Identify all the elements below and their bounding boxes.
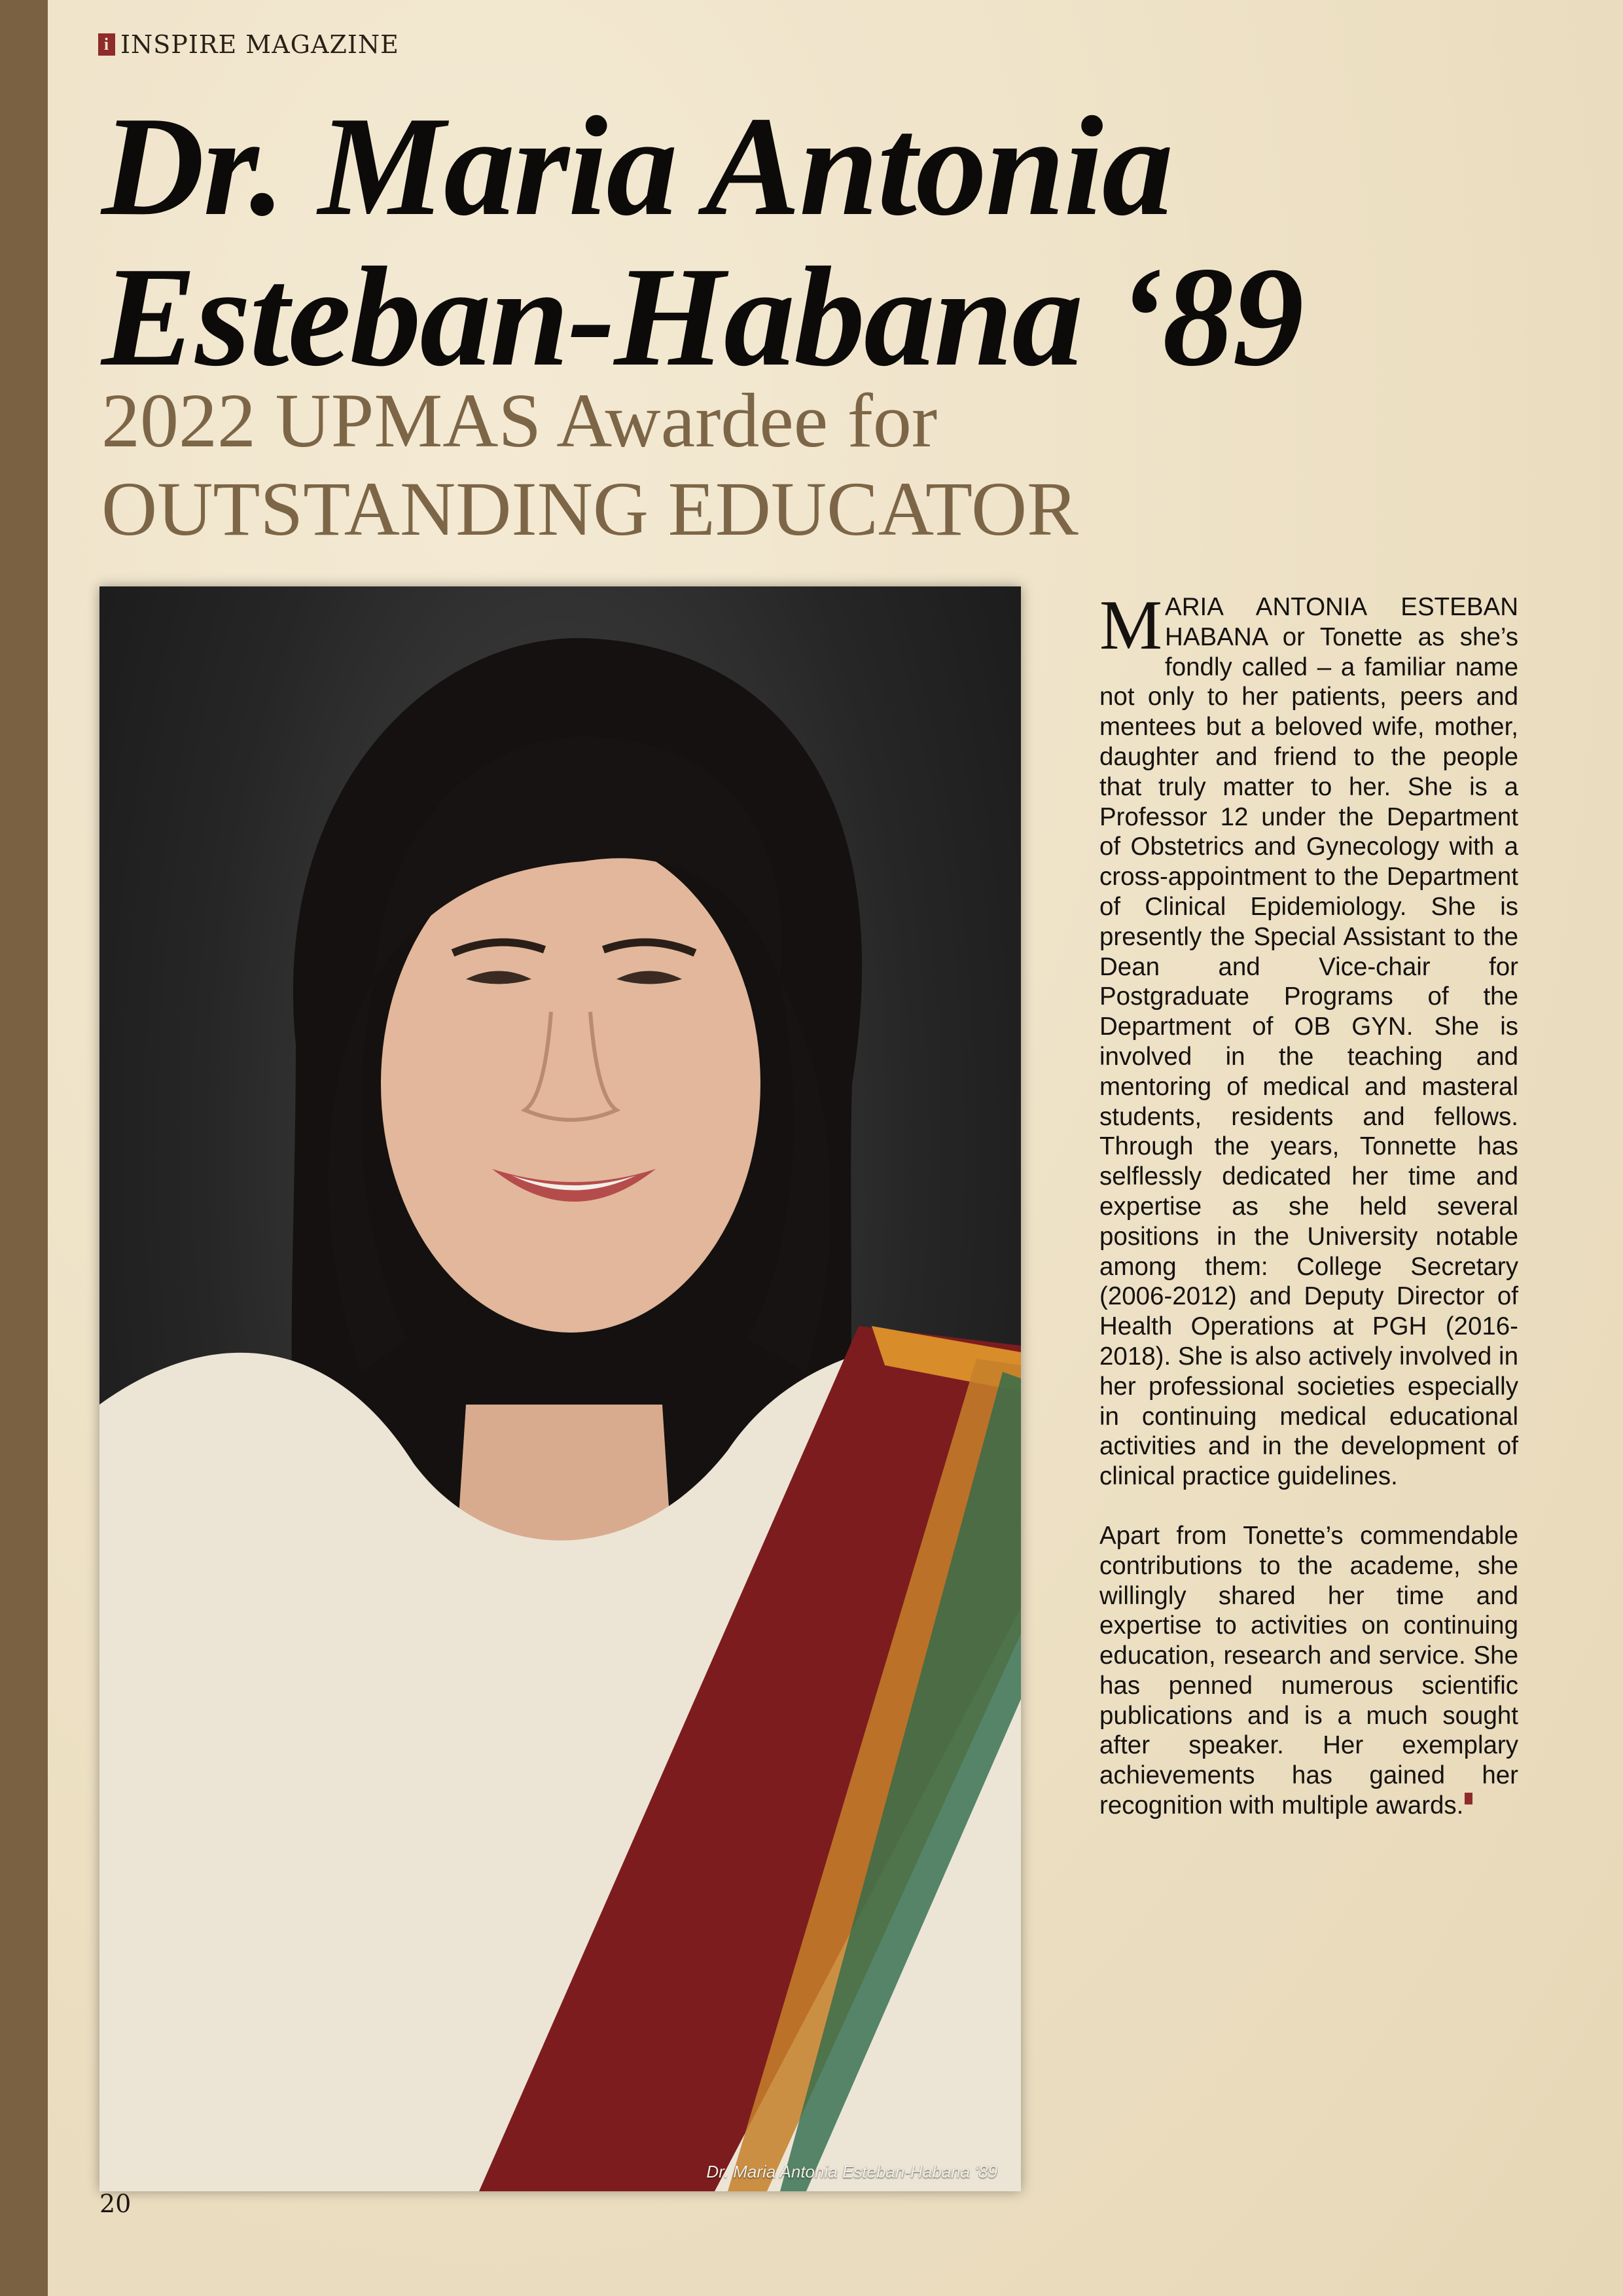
portrait-photo	[99, 586, 1021, 2191]
paragraph-1-text: or Tonette as she’s fondly called – a familiar name not only to her patients, peers and mentees but a beloved wife, mother, daughter and friend to the people that truly matter to her. She is a Professor 12 under the Department of Obstetrics and Gynecology with a cross-appointment to the Department of Clinical Epidemiology. She is presently the Special Assistant to the Dean and Vice-chair for Postgraduate Programs of the Department of OB GYN. She is involved in the teaching and mentoring of medical and masteral students, residents and fellows. Through the years, Tonnette has selflessly dedicated her time and expertise as she held several positions in the University notable among them: College Secretary (2006-2012) and Deputy Director of Health Operations at PGH (2016-2018). She is also actively involved in her professional societies especially in continuing medical educational activities and in the development of clinical practice guidelines.	[1099, 622, 1518, 1491]
subtitle-line-1: 2022 UPMAS Awardee for	[101, 378, 938, 463]
portrait-illustration	[99, 586, 1021, 2191]
magazine-name: INSPIRE MAGAZINE	[120, 30, 399, 59]
photo-caption: Dr. Maria Antonia Esteban-Habana ‘89	[706, 2162, 997, 2181]
page-number: 20	[99, 2189, 132, 2218]
magazine-logo: i	[98, 33, 115, 56]
title-line-1: Dr. Maria Antonia	[101, 88, 1172, 245]
article-subtitle	[101, 376, 1079, 553]
title-line-2: Esteban-Habana ‘89	[101, 238, 1303, 396]
paragraph-2	[1099, 1521, 1518, 1821]
magazine-header	[98, 30, 399, 59]
paragraph-2-text: Apart from Tonette’s commendable contributions to the academe, she willingly shared her time and expertise to activities on continuing education, research and service. She has penned numerous scientific publications and is a much sought after speaker. Her exemplary achievements has gained her recognition with multiple awards.	[1099, 1521, 1518, 1820]
subtitle-line-2: OUTSTANDING EDUCATOR	[101, 466, 1079, 552]
lead-in-caps: ARIA ANTONIA ESTEBAN HABANA	[1165, 593, 1518, 651]
side-accent-bar	[0, 0, 48, 2296]
paragraph-1	[1099, 586, 1518, 1492]
article-body	[1099, 586, 1518, 1850]
drop-cap: M	[1099, 586, 1163, 664]
end-mark-icon	[1465, 1793, 1472, 1804]
article-title	[101, 88, 1410, 396]
